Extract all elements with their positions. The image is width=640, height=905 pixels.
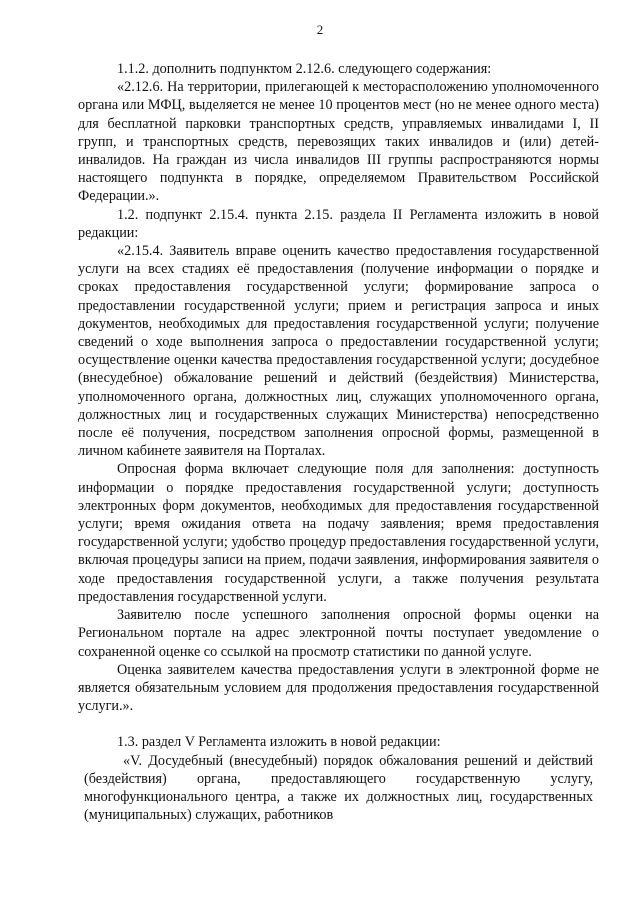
paragraph-1-3: 1.3. раздел V Регламента изложить в новой редакции: [117,734,441,751]
document-body [78,60,599,824]
page-number: 2 [316,22,324,37]
paragraph-2-15-4: «2.15.4. Заявитель вправе оценить качество предоставления государственной услуги на всех стадиях её предоставления (получение информации о порядке и сроках предоставления государственной услуги; формирование запроса о предоставлении государственной услуги; прием и регистрация запроса и иных документов, необходимых для предоставления государственной услуги; получение сведений о ходе выполнения запроса о предоставлении государственной услуги; осуществление оценки качества предоставления государственной услуги; досудебное (внесудебное) обжалование решений и действий (бездействия) Министерства, уполномоченного органа, должностных лиц, служащих уполномоченного органа, должностных лиц и государственных служащих Министерства) непосредственно после её получения, посредством заполнения опросной формы, размещенной в личном кабинете заявителя на Порталах. [78,243,599,460]
paragraph-survey-form: Опросная форма включает следующие поля для заполнения: доступность информации о порядке предоставления государственной услуги; доступность электронных форм документов, необходимых для предоставления государственной услуги; время ожидания ответа на подачу заявления; время предоставления государственной услуги; удобство процедур предоставления государственной услуги, включая процедуры записи на прием, подачи заявления, информирования заявителя о ходе предоставления государственной услуги, а также получения результата предоставления государственной услуги. [78,461,599,605]
section-heading: «V. Досудебный (внесудебный) порядок обжалования решений и действий (бездействия) органа, предоставляющего государственную услугу, многофункционального центра, а также их должностных лиц, государственных (муниципальных) служащих, работников [84,752,593,824]
paragraph-evaluation: Оценка заявителем качества предоставления услуги в электронной форме не является обязательным условием для продолжения предоставления государственной услуги.». [78,661,599,715]
paragraph-1-1-2: 1.1.2. дополнить подпунктом 2.12.6. следующего содержания: [117,61,492,77]
paragraph-1-2: 1.2. подпункт 2.15.4. пункта 2.15. раздела II Регламента изложить в новой редакции: [78,206,599,241]
paragraph-2-12-6: «2.12.6. На территории, прилегающей к месторасположению уполномоченного органа или МФЦ, выделяется не менее 10 процентов мест (но не менее одного места) для бесплатной парковки транспортных средств, управляемых инвалидами I, II групп, и транспортных средств, перевозящих таких инвалидов и (или) детей-инвалидов. На граждан из числа инвалидов III группы распространяются нормы настоящего подпункта в порядке, определяемом Правительством Российской Федерации.». [78,79,599,205]
paragraph-notification: Заявителю после успешного заполнения опросной формы оценки на Региональном портале на адрес электронной почты поступает уведомление о сохраненной оценке со ссылкой на просмотр статистики по данной услуге. [78,607,599,660]
